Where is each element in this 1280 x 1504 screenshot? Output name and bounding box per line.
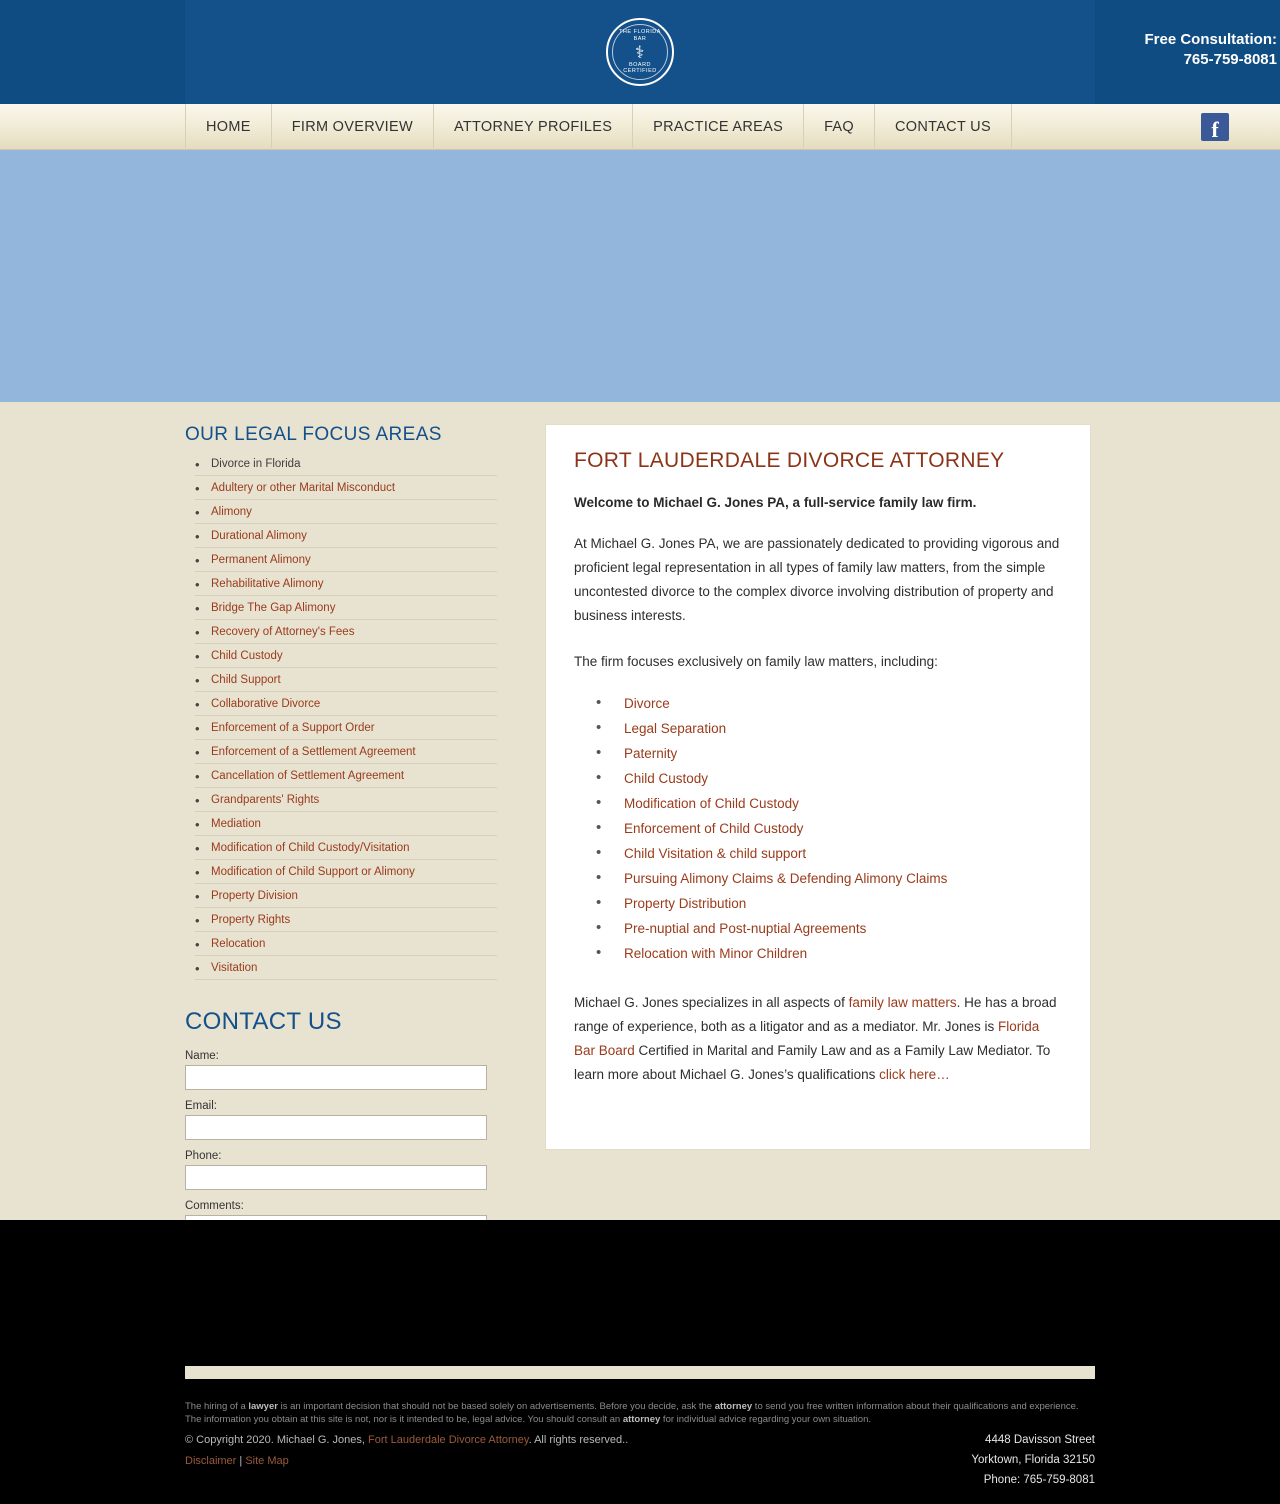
- focus-areas-heading: OUR LEGAL FOCUS AREAS: [185, 424, 442, 445]
- closing-paragraph: [574, 991, 1062, 1087]
- focus-area-item[interactable]: [195, 698, 497, 716]
- services-list: [574, 696, 1062, 961]
- florida-bar-seal-icon: [606, 18, 674, 86]
- nav-item-faq[interactable]: FAQ: [804, 104, 875, 150]
- facebook-icon[interactable]: f: [1201, 113, 1229, 141]
- focus-area-link[interactable]: Property Rights: [211, 914, 291, 926]
- focus-area-item[interactable]: [195, 722, 497, 740]
- seal-emblem-icon: ⚕: [635, 42, 645, 62]
- service-link[interactable]: Property Distribution: [624, 896, 747, 911]
- nav-item-attorney-profiles[interactable]: ATTORNEY PROFILES: [434, 104, 633, 150]
- focus-area-link[interactable]: Child Support: [211, 674, 281, 686]
- nav-item-home[interactable]: HOME: [185, 104, 272, 150]
- focus-area-item[interactable]: [195, 746, 497, 764]
- site-header: [0, 0, 1280, 104]
- focus-area-link[interactable]: Recovery of Attorney's Fees: [211, 626, 355, 638]
- family-law-matters-link[interactable]: family law matters: [848, 995, 957, 1010]
- welcome-lead: Welcome to Michael G. Jones PA, a full-service family law firm.: [574, 495, 977, 510]
- office-address: [971, 1430, 1095, 1490]
- email-label: Email:: [185, 1100, 217, 1112]
- focus-area-link[interactable]: Relocation: [211, 938, 266, 950]
- click-here-link[interactable]: click here…: [879, 1067, 950, 1082]
- focus-area-link[interactable]: Visitation: [211, 962, 258, 974]
- footer-separator: |: [236, 1455, 246, 1467]
- footer-inner: [185, 1220, 1095, 1504]
- phone-label: Phone:: [185, 1150, 222, 1162]
- closing-text-3: Certified in Marital and Family Law and as a Family Law Mediator. To learn more about Michael G. Jones’s qualifications: [574, 1043, 1051, 1082]
- focus-area-item[interactable]: [195, 794, 497, 812]
- nav-item-firm-overview[interactable]: FIRM OVERVIEW: [272, 104, 434, 150]
- nav-item-practice-areas[interactable]: PRACTICE AREAS: [633, 104, 804, 150]
- service-link[interactable]: Pursuing Alimony Claims & Defending Alimony Claims: [624, 871, 948, 886]
- focus-area-link[interactable]: Grandparents' Rights: [211, 794, 320, 806]
- service-item[interactable]: [596, 796, 1062, 811]
- service-item[interactable]: [596, 871, 1062, 886]
- service-item[interactable]: [596, 921, 1062, 936]
- seal-top-text: THE FLORIDA BAR: [619, 29, 661, 42]
- florida-bar-board-link[interactable]: Florida Bar Board: [574, 1019, 1040, 1058]
- intro-paragraph: At Michael G. Jones PA, we are passionately dedicated to providing vigorous and proficient legal representation in all types of family law matters, from the simple uncontested divorce to the complex divorce involving distribution of property and business interests.: [574, 536, 1060, 623]
- focus-intro-paragraph: The firm focuses exclusively on family law matters, including:: [574, 654, 938, 669]
- focus-area-item[interactable]: [195, 866, 497, 884]
- page-body: [0, 402, 1280, 1345]
- service-link[interactable]: Modification of Child Custody: [624, 796, 799, 811]
- focus-area-item[interactable]: [195, 914, 497, 932]
- disclaimer-text-4: for individual advice regarding your own situation.: [660, 1414, 871, 1425]
- disclaimer-link[interactable]: Disclaimer: [185, 1455, 237, 1467]
- focus-area-item[interactable]: [195, 890, 497, 908]
- main-navigation: [0, 104, 1280, 150]
- comments-label: Comments:: [185, 1200, 244, 1212]
- sitemap-link[interactable]: Site Map: [245, 1455, 289, 1467]
- service-link[interactable]: Divorce: [624, 696, 670, 711]
- service-link[interactable]: Legal Separation: [624, 721, 727, 736]
- focus-area-item[interactable]: [195, 530, 497, 548]
- service-item[interactable]: [596, 771, 1062, 786]
- copyright-block: [185, 1430, 655, 1472]
- contact-us-heading: CONTACT US: [185, 1008, 342, 1035]
- focus-area-item[interactable]: [195, 962, 497, 980]
- seal-bottom-text: BOARD CERTIFIED: [623, 61, 657, 75]
- name-input[interactable]: [185, 1065, 487, 1090]
- free-consultation-phone[interactable]: 765-759-8081: [1183, 51, 1277, 68]
- main-content-panel: [545, 424, 1091, 1150]
- focus-area-item[interactable]: [195, 818, 497, 836]
- disclaimer-bold-attorney-2: attorney: [622, 1414, 661, 1425]
- copyright-text-pre: © Copyright 2020. Michael G. Jones,: [185, 1434, 368, 1446]
- focus-area-item[interactable]: [195, 674, 497, 692]
- focus-area-link[interactable]: Bridge The Gap Alimony: [211, 602, 336, 614]
- disclaimer-bold-lawyer: lawyer: [248, 1401, 278, 1412]
- service-item[interactable]: [596, 846, 1062, 861]
- service-item[interactable]: [596, 821, 1062, 836]
- focus-area-item[interactable]: [195, 770, 497, 788]
- service-item[interactable]: [596, 946, 1062, 961]
- hero-banner: [0, 150, 1280, 402]
- focus-area-link[interactable]: Modification of Child Custody/Visitation: [211, 842, 410, 854]
- focus-area-link[interactable]: Rehabilitative Alimony: [211, 578, 324, 590]
- address-line-3: Phone: 765-759-8081: [983, 1474, 1095, 1486]
- focus-area-link[interactable]: Alimony: [211, 506, 252, 518]
- service-link[interactable]: Pre-nuptial and Post-nuptial Agreements: [624, 921, 867, 936]
- page-title: FORT LAUDERDALE DIVORCE ATTORNEY: [574, 449, 1005, 472]
- focus-area-link[interactable]: Mediation: [211, 818, 261, 830]
- focus-area-item[interactable]: [195, 482, 497, 500]
- header-inner: [185, 0, 1277, 104]
- service-link[interactable]: Enforcement of Child Custody: [624, 821, 804, 836]
- free-consultation: [1144, 30, 1277, 70]
- focus-area-link[interactable]: Collaborative Divorce: [211, 698, 321, 710]
- email-input[interactable]: [185, 1115, 487, 1140]
- focus-area-item[interactable]: [195, 506, 497, 524]
- address-line-1: 4448 Davisson Street: [985, 1434, 1095, 1446]
- copyright-text-post: . All rights reserved..: [528, 1434, 629, 1446]
- footer-divider-bar: [185, 1366, 1095, 1379]
- disclaimer-text-3: to send you free written information about their qualifications and experience. The information you obtain at this site is not, nor is it intended to be, legal advice. You should consult an: [185, 1401, 1079, 1425]
- service-item[interactable]: [596, 746, 1062, 761]
- focus-area-link[interactable]: Adultery or other Marital Misconduct: [211, 482, 396, 494]
- disclaimer-bold-attorney-1: attorney: [714, 1401, 753, 1412]
- focus-area-link[interactable]: Modification of Child Support or Alimony: [211, 866, 415, 878]
- disclaimer-text-1: The hiring of a: [185, 1401, 249, 1412]
- focus-area-item[interactable]: [195, 842, 497, 860]
- sidebar: [185, 424, 497, 1345]
- legal-disclaimer: [185, 1400, 1095, 1426]
- copyright-site-link[interactable]: Fort Lauderdale Divorce Attorney: [367, 1434, 529, 1446]
- phone-input[interactable]: [185, 1165, 487, 1190]
- service-link[interactable]: Child Visitation & child support: [624, 846, 807, 861]
- focus-area-link[interactable]: Enforcement of a Settlement Agreement: [211, 746, 416, 758]
- service-item[interactable]: [596, 721, 1062, 736]
- site-footer: [0, 1220, 1280, 1504]
- service-link[interactable]: Relocation with Minor Children: [624, 946, 808, 961]
- focus-area-link[interactable]: Durational Alimony: [211, 530, 307, 542]
- focus-area-link[interactable]: Cancellation of Settlement Agreement: [211, 770, 405, 782]
- name-label: Name:: [185, 1050, 219, 1062]
- focus-area-item[interactable]: [195, 578, 497, 596]
- focus-areas-list: [185, 458, 497, 980]
- content-wrapper: [185, 402, 1095, 1345]
- address-line-2: Yorktown, Florida 32150: [971, 1454, 1095, 1466]
- disclaimer-text-2: is an important decision that should not be based solely on advertisements. Before you decide, ask the: [277, 1401, 715, 1412]
- focus-area-link[interactable]: Property Division: [211, 890, 298, 902]
- service-item[interactable]: [596, 696, 1062, 711]
- focus-area-link[interactable]: Permanent Alimony: [211, 554, 311, 566]
- focus-area-link[interactable]: Child Custody: [211, 650, 283, 662]
- focus-area-item[interactable]: [195, 626, 497, 644]
- focus-area-item[interactable]: [195, 650, 497, 668]
- nav-inner: [185, 104, 1219, 150]
- focus-area-label: Divorce in Florida: [211, 458, 301, 470]
- focus-area-item[interactable]: [195, 602, 497, 620]
- closing-text-1: Michael G. Jones specializes in all aspects of: [574, 995, 849, 1010]
- focus-area-item: [195, 458, 497, 476]
- closing-text-2: . He has a broad range of experience, both as a litigator and as a mediator. Mr. Jones is: [574, 995, 1057, 1034]
- free-consultation-label: Free Consultation:: [1144, 31, 1277, 48]
- nav-item-contact-us[interactable]: CONTACT US: [875, 104, 1012, 150]
- focus-area-link[interactable]: Enforcement of a Support Order: [211, 722, 375, 734]
- service-link[interactable]: Paternity: [624, 746, 678, 761]
- focus-area-item[interactable]: [195, 938, 497, 956]
- service-item[interactable]: [596, 896, 1062, 911]
- focus-area-item[interactable]: [195, 554, 497, 572]
- service-link[interactable]: Child Custody: [624, 771, 709, 786]
